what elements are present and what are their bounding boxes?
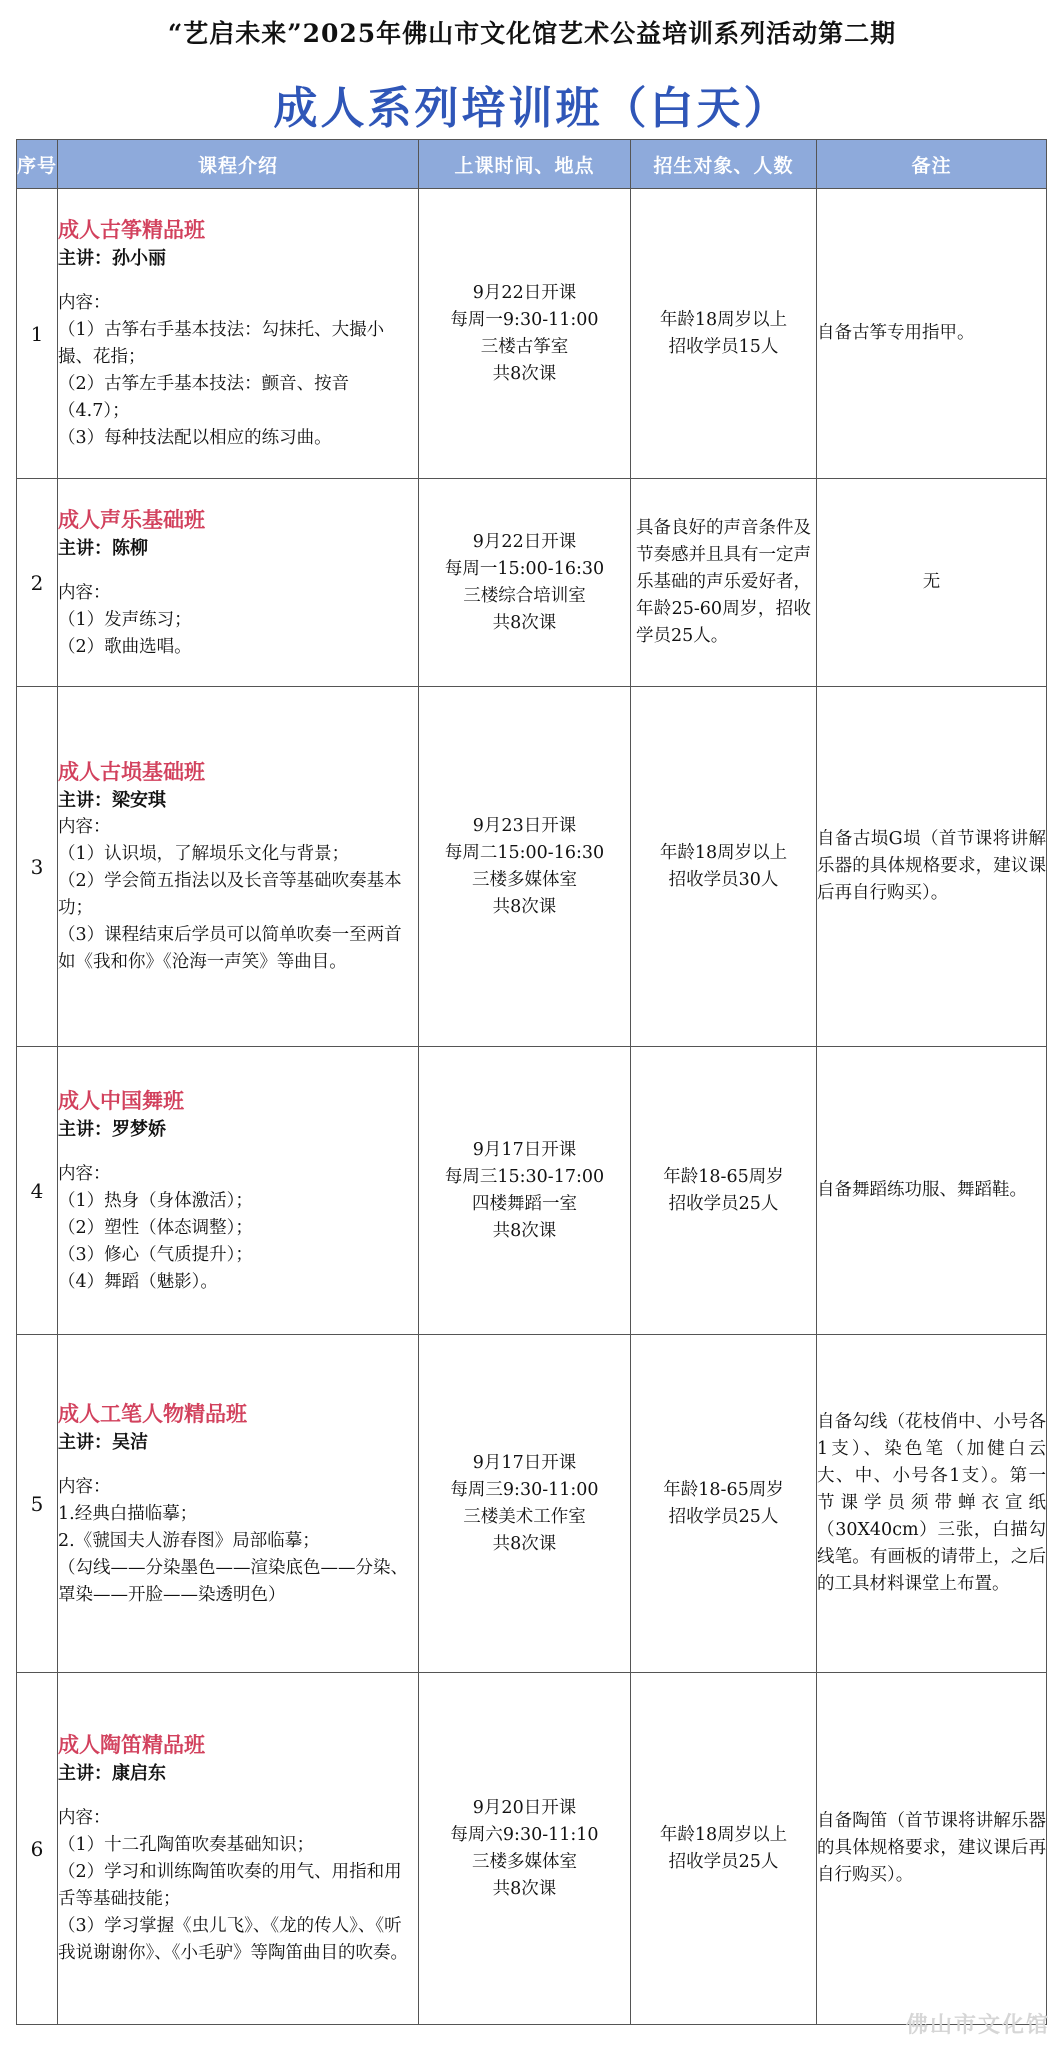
course-name: 成人古埙基础班	[58, 760, 205, 784]
note-cell: 自备古筝专用指甲。	[817, 189, 1047, 479]
note-cell: 自备古埙G埙（首节课将讲解乐器的具体规格要求，建议课后再自行购买）。	[817, 687, 1047, 1047]
target-cell	[631, 479, 817, 687]
table-row	[17, 1335, 1047, 1673]
time-place-cell	[419, 687, 631, 1047]
target-line: 具备良好的声音条件及节奏感并且具有一定声乐基础的声乐爱好者，年龄25-60周岁，招收学员25人。	[636, 518, 811, 646]
target-cell	[631, 1673, 817, 2025]
time-place-cell	[419, 1335, 631, 1673]
location: 三楼综合培训室	[463, 585, 586, 606]
course-content-line: （3）学习掌握《虫儿飞》、《龙的传人》、《听我说谢谢你》、《小毛驴》等陶笛曲目的吹奏。	[58, 1916, 408, 1963]
watermark-logo: 佛山市文化馆	[905, 2013, 1050, 2038]
course-teacher: 主讲：康启东	[58, 1763, 166, 1784]
course-name: 成人声乐基础班	[58, 507, 205, 532]
course-content-line: 内容：	[58, 582, 111, 603]
course-content-line: （2）学会简五指法以及长音等基础吹奏基本功；	[58, 871, 402, 918]
course-name: 成人工笔人物精品班	[58, 1401, 247, 1426]
header-note: 备注	[817, 140, 1047, 189]
course-content-line: 1.经典白描临摹；	[58, 1503, 198, 1524]
row-number: 1	[17, 189, 58, 479]
location: 三楼多媒体室	[472, 869, 577, 890]
session-count: 共8次课	[492, 612, 557, 633]
course-table	[16, 139, 1047, 2025]
course-cell	[58, 479, 419, 687]
row-number: 6	[17, 1673, 58, 2025]
time-place-cell	[419, 1673, 631, 2025]
table-row	[17, 687, 1047, 1047]
course-content-line: （2）歌曲选唱。	[58, 636, 192, 657]
document-subtitle: 成人系列培训班（白天）	[273, 83, 791, 134]
header-no: 序号	[17, 140, 58, 189]
course-content-line: （1）古筝右手基本技法：勾抹托、大撮小撮、花指；	[58, 320, 385, 367]
target-line: 招收学员25人	[668, 1193, 779, 1214]
course-content-line: （2）塑性（体态调整）；	[58, 1217, 253, 1238]
course-content-line: （1）认识埙，了解埙乐文化与背景；	[58, 844, 350, 864]
row-number: 4	[17, 1047, 58, 1335]
course-content-line: （勾线——分染墨色——渲染底色——分染、罩染——开脸——染透明色）	[58, 1557, 408, 1605]
course-content-line: （3）课程结束后学员可以简单吹奏一至两首如《我和你》《沧海一声笑》等曲目。	[58, 925, 402, 972]
weekly-schedule: 每周三15:30-17:00	[444, 1166, 605, 1187]
course-teacher: 主讲：吴洁	[58, 1431, 148, 1453]
document-title: “艺启未来”2025年佛山市文化馆艺术公益培训系列活动第二期	[167, 19, 897, 48]
target-line: 招收学员15人	[668, 336, 779, 357]
session-count: 共8次课	[492, 1533, 557, 1554]
target-cell	[631, 1335, 817, 1673]
header-time-place: 上课时间、地点	[419, 140, 631, 189]
note-cell: 自备舞蹈练功服、舞蹈鞋。	[817, 1047, 1047, 1335]
start-date: 9月22日开课	[472, 282, 577, 303]
course-content-line: 内容：	[58, 1163, 111, 1184]
weekly-schedule: 每周二15:00-16:30	[444, 842, 605, 863]
course-cell	[58, 1673, 419, 2025]
course-content-line: 内容：	[58, 817, 111, 837]
start-date: 9月17日开课	[472, 1139, 577, 1160]
location: 三楼美术工作室	[463, 1506, 586, 1527]
time-place-cell	[419, 189, 631, 479]
course-cell	[58, 687, 419, 1047]
course-name: 成人陶笛精品班	[58, 1733, 205, 1757]
course-content-line: 内容：	[58, 1808, 111, 1828]
session-count: 共8次课	[492, 896, 557, 917]
course-content-line: （2）古筝左手基本技法：颤音、按音（4.7）；	[58, 374, 350, 421]
course-name: 成人古筝精品班	[58, 218, 205, 242]
course-content-line: （3）修心（气质提升）；	[58, 1244, 253, 1265]
session-count: 共8次课	[492, 1878, 557, 1899]
target-line: 年龄18周岁以上	[659, 842, 788, 863]
row-number: 5	[17, 1335, 58, 1673]
table-header-row	[17, 140, 1047, 189]
course-content-line: （1）发声练习；	[58, 609, 192, 630]
course-content-line: 2.《虢国夫人游春图》局部临摹；	[58, 1530, 320, 1551]
time-place-cell	[419, 1047, 631, 1335]
course-teacher: 主讲：孙小丽	[58, 248, 166, 269]
table-row	[17, 1047, 1047, 1335]
start-date: 9月17日开课	[472, 1452, 577, 1473]
weekly-schedule: 每周六9:30-11:10	[450, 1824, 599, 1845]
header-target: 招生对象、人数	[631, 140, 817, 189]
target-line: 年龄18-65周岁	[663, 1166, 784, 1187]
course-teacher: 主讲：罗梦娇	[58, 1118, 166, 1140]
row-number: 3	[17, 687, 58, 1047]
weekly-schedule: 每周一15:00-16:30	[444, 558, 605, 579]
course-content-line: （1）十二孔陶笛吹奏基础知识；	[58, 1835, 315, 1855]
note-cell: 自备陶笛（首节课将讲解乐器的具体规格要求，建议课后再自行购买）。	[817, 1673, 1047, 2025]
note-cell: 自备勾线（花枝俏中、小号各1支）、染色笔（加健白云大、中、小号各1支）。第一节课学员须带蝉衣宣纸（30X40cm）三张，白描勾线笔。有画板的请带上，之后的工具材料课堂上布置。	[817, 1335, 1047, 1673]
note-cell: 无	[817, 479, 1047, 687]
target-cell	[631, 189, 817, 479]
course-content-line: （3）每种技法配以相应的练习曲。	[58, 428, 332, 448]
course-content-line: 内容：	[58, 293, 111, 313]
location: 三楼多媒体室	[472, 1851, 577, 1872]
course-name: 成人中国舞班	[58, 1088, 184, 1113]
table-row	[17, 189, 1047, 479]
course-content-line: （1）热身（身体激活）；	[58, 1190, 253, 1211]
target-cell	[631, 687, 817, 1047]
time-place-cell	[419, 479, 631, 687]
target-line: 年龄18-65周岁	[663, 1479, 784, 1500]
target-line: 年龄18周岁以上	[659, 1824, 788, 1845]
table-row	[17, 479, 1047, 687]
target-line: 招收学员25人	[668, 1851, 779, 1872]
course-content-line: （2）学习和训练陶笛吹奏的用气、用指和用舌等基础技能；	[58, 1862, 402, 1909]
course-content-line: （4）舞蹈（魅影）。	[58, 1271, 218, 1292]
target-line: 招收学员30人	[668, 869, 779, 890]
target-line: 年龄18周岁以上	[659, 309, 788, 330]
start-date: 9月22日开课	[472, 531, 577, 552]
course-cell	[58, 189, 419, 479]
target-line: 招收学员25人	[668, 1506, 779, 1527]
course-teacher: 主讲：陈柳	[58, 537, 148, 559]
course-cell	[58, 1335, 419, 1673]
start-date: 9月20日开课	[472, 1797, 577, 1818]
location: 四楼舞蹈一室	[472, 1193, 577, 1214]
course-teacher: 主讲：梁安琪	[58, 790, 166, 811]
start-date: 9月23日开课	[472, 815, 577, 836]
table-row	[17, 1673, 1047, 2025]
target-cell	[631, 1047, 817, 1335]
session-count: 共8次课	[492, 363, 557, 384]
course-cell	[58, 1047, 419, 1335]
weekly-schedule: 每周三9:30-11:00	[450, 1479, 599, 1500]
location: 三楼古筝室	[480, 336, 569, 357]
course-content-line: 内容：	[58, 1476, 111, 1497]
header-course: 课程介绍	[58, 140, 419, 189]
row-number: 2	[17, 479, 58, 687]
weekly-schedule: 每周一9:30-11:00	[450, 309, 599, 330]
session-count: 共8次课	[492, 1220, 557, 1241]
